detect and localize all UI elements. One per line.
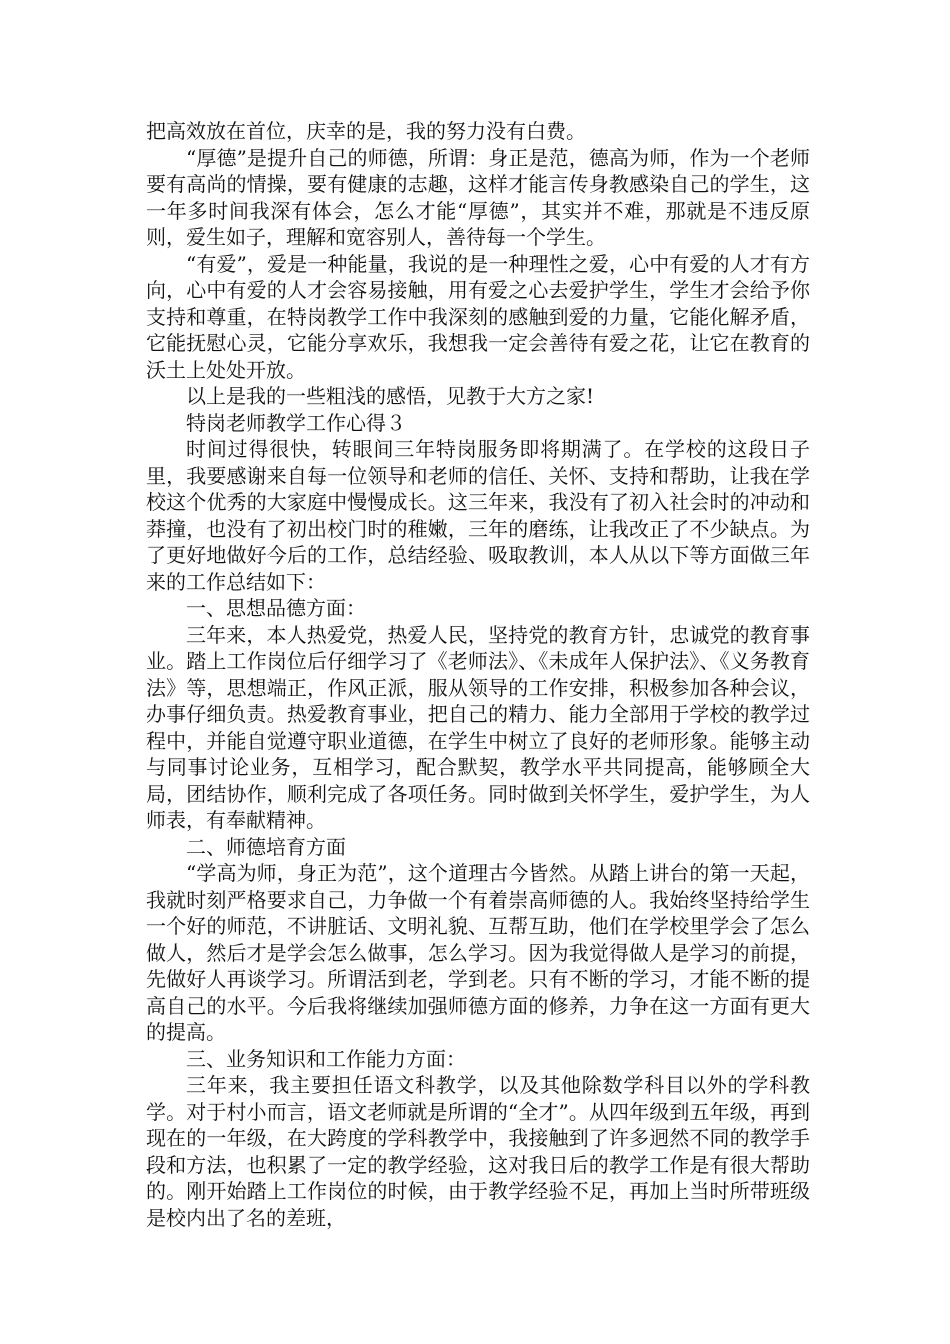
paragraph-professional-ability: 三年来，我主要担任语文科教学，以及其他除数学科目以外的学科教学。对于村小而言，语文老师就是所谓的“全才”。从四年级到五年级，再到现在的一年级，在大跨度的学科教学中，我接触到了许多迥然不同的教学手段和方法，也积累了一定的教学经验，这对我日后的教学工作是有很大帮助的。刚开始踏上工作岗位的时候，由于教学经验不足，再加上当时所带班级是校内出了名的差班， bbox=[146, 1073, 810, 1230]
paragraph-youai: “有爱”，爱是一种能量，我说的是一种理性之爱，心中有爱的人才有方向，心中有爱的人才会容易接触，用有爱之心去爱护学生，学生才会给予你支持和尊重，在特岗教学工作中我深刻的感触到爱的力量，它能化解矛盾，它能抚慰心灵，它能分享欢乐，我想我一定会善待有爱之花，让它在教育的沃土上处处开放。 bbox=[146, 251, 810, 382]
paragraph-intro-end: 把高效放在首位，庆幸的是，我的努力没有白费。 bbox=[146, 119, 586, 143]
paragraph-closing-remark: 以上是我的一些粗浅的感悟，见教于大方之家! bbox=[186, 384, 595, 408]
heading-teacher-ethics: 二、师德培育方面 bbox=[186, 834, 346, 859]
section-title-3: 特岗老师教学工作心得３ bbox=[186, 410, 406, 435]
paragraph-houde: “厚德”是提升自己的师德，所谓：身正是范，德高为师，作为一个老师要有高尚的情操，要有健康的志趣，这样才能言传身教感染自己的学生，这一年多时间我深有体会，怎么才能“厚德”，其实并不难，那就是不违反原则，爱生如子，理解和宽容别人，善待每一个学生。 bbox=[146, 145, 810, 249]
heading-moral-character: 一、思想品德方面： bbox=[186, 596, 366, 620]
paragraph-three-years: 时间过得很快，转眼间三年特岗服务即将期满了。在学校的这段日子里，我要感谢来自每一位领导和老师的信任、关怀、支持和帮助，让我在学校这个优秀的大家庭中慢慢成长。这三年来，我没有了初入社会时的冲动和莽撞，也没有了初出校门时的稚嫩，三年的磨练，让我改正了不少缺点。为了更好地做好今后的工作，总结经验、吸取教训，本人从以下等方面做三年来的工作总结如下： bbox=[146, 437, 810, 594]
paragraph-moral-character: 三年来，本人热爱党，热爱人民，坚持党的教育方针，忠诚党的教育事业。踏上工作岗位后仔细学习了《老师法》、《未成年人保护法》、《义务教育法》等，思想端正，作风正派，服从领导的工作安排，积极参加各种会议，办事仔细负责。热爱教育事业，把自己的精力、能力全部用于学校的教学过程中，并能自觉遵守职业道德，在学生中树立了良好的老师形象。能够主动与同事讨论业务，互相学习，配合默契，教学水平共同提高，能够顾全大局，团结协作，顺利完成了各项任务。同时做到关怀学生，爱护学生，为人师表，有奉献精神。 bbox=[146, 622, 810, 832]
heading-professional-ability: 三、业务知识和工作能力方面： bbox=[186, 1046, 466, 1071]
document-body bbox=[146, 118, 810, 1231]
paragraph-teacher-ethics: “学高为师，身正为范”，这个道理古今皆然。从踏上讲台的第一天起，我就时刻严格要求自己，力争做一个有着崇高师德的人。我始终坚持给学生一个好的师范，不讲脏话、文明礼貌、互帮互助，他们在学校里学会了怎么做人，然后才是学会怎么做事，怎么学习。因为我觉得做人是学习的前提，先做好人再谈学习。所谓活到老，学到老。只有不断的学习，才能不断的提高自己的水平。今后我将继续加强师德方面的修养，力争在这一方面有更大的提高。 bbox=[146, 861, 810, 1044]
